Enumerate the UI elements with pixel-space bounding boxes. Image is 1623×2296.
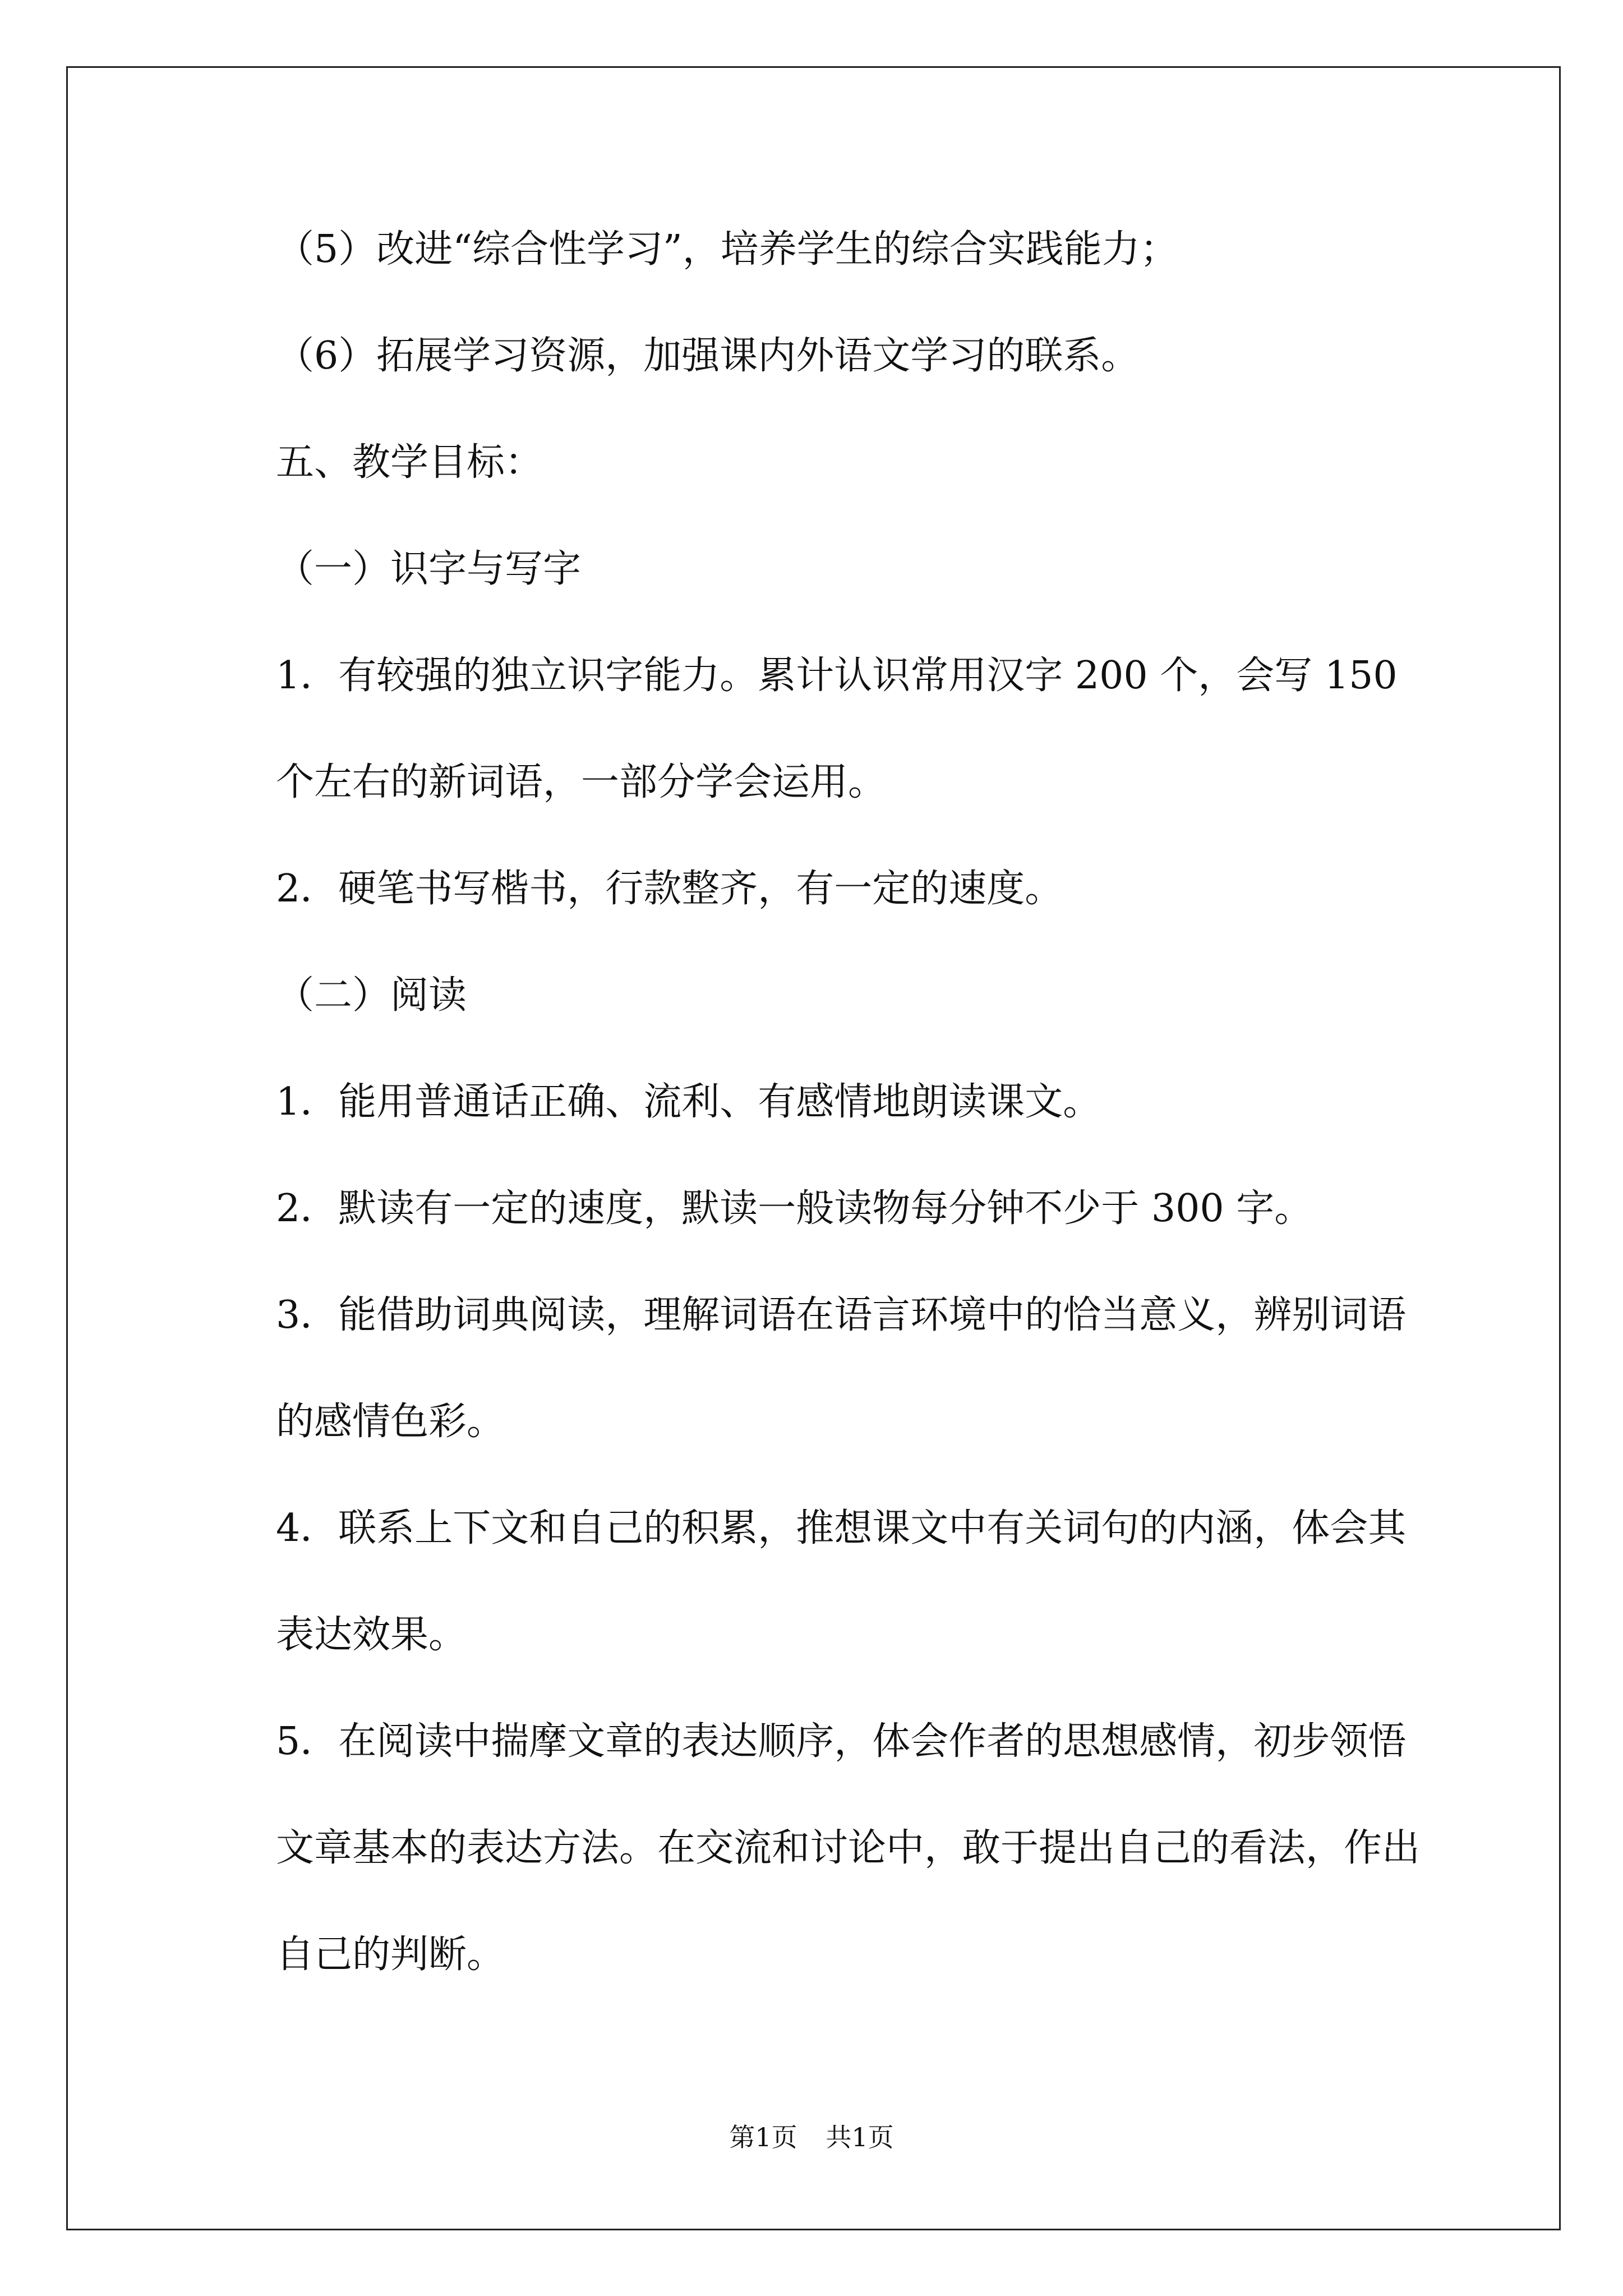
paragraph-expand-resources: （6）拓展学习资源，加强课内外语文学习的联系。 [276,334,1140,378]
document-body [200,196,1433,2008]
subsection-heading-literacy: （一）识字与写字 [276,547,582,591]
section-heading-teaching-goals: 五、教学目标： [276,440,543,485]
subsection-heading-reading: （二）阅读 [276,973,467,1018]
paragraph-reading-4: 4．联系上下文和自己的积累，推想课文中有关词句的内涵，体会其表达效果。 [276,1506,1407,1657]
paragraph-reading-5: 5．在阅读中揣摩文章的表达顺序，体会作者的思想感情，初步领悟文章基本的表达方法。在交流和讨论中，敢于提出自己的看法，作出自己的判断。 [276,1719,1421,1977]
paragraph-reading-1: 1．能用普通话正确、流利、有感情地朗读课文。 [276,1080,1101,1124]
paragraph-improve-integrated-learning: （5）改进“综合性学习”，培养学生的综合实践能力； [276,227,1178,272]
page-footer [0,2120,1623,2154]
paragraph-reading-2: 2．默读有一定的速度，默读一般读物每分钟不少于 300 字。 [276,1186,1313,1231]
paragraph-reading-3: 3．能借助词典阅读，理解词语在语言环境中的恰当意义，辨别词语的感情色彩。 [276,1293,1407,1444]
page-number-total: 共1页 [826,2122,894,2152]
paragraph-literacy-2: 2．硬笔书写楷书，行款整齐，有一定的速度。 [276,867,1063,911]
page-number-current: 第1页 [729,2122,797,2152]
paragraph-literacy-1: 1．有较强的独立识字能力。累计认识常用汉字 200 个，会写 150 个左右的新词语，一部分学会运用。 [276,654,1398,804]
